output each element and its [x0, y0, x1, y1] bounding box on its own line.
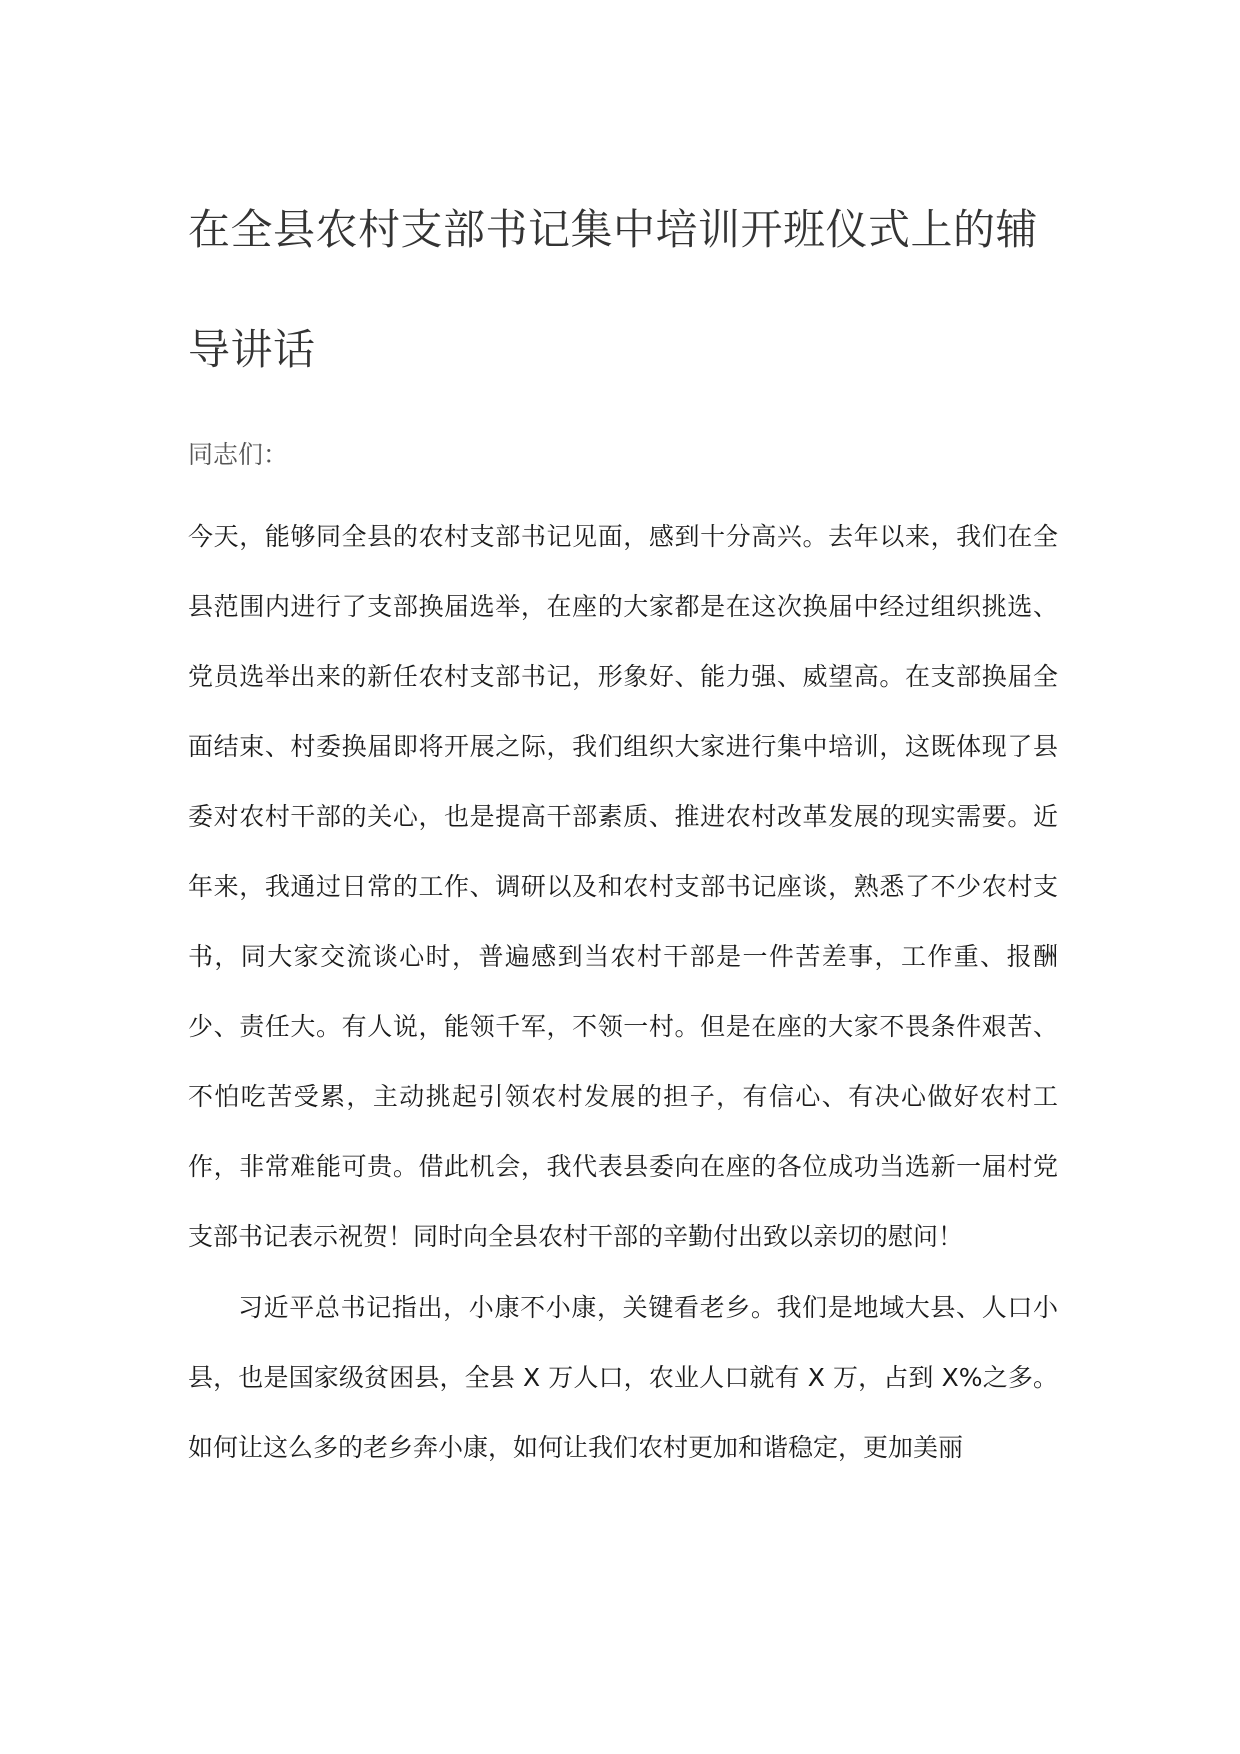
salutation: 同志们：: [188, 440, 289, 469]
document-title: 在全县农村支部书记集中培训开班仪式上的辅导讲话: [188, 205, 1039, 374]
body-paragraph: 习近平总书记指出，小康不小康，关键看老乡。我们是地域大县、人口小县，也是国家级贫困县，全县 X 万人口，农业人口就有 X 万，占到 X%之多。如何让这么多的老乡奔小康，如何让我们农村更加和谐稳定，更加美丽: [188, 1293, 1058, 1462]
body-paragraph: 今天，能够同全县的农村支部书记见面，感到十分高兴。去年以来，我们在全县范围内进行了支部换届选举，在座的大家都是在这次换届中经过组织挑选、党员选举出来的新任农村支部书记，形象好、能力强、威望高。在支部换届全面结束、村委换届即将开展之际，我们组织大家进行集中培训，这既体现了县委对农村干部的关心，也是提高干部素质、推进农村改革发展的现实需要。近年来，我通过日常的工作、调研以及和农村支部书记座谈，熟悉了不少农村支书，同大家交流谈心时，普遍感到当农村干部是一件苦差事，工作重、报酬少、责任大。有人说，能领千军，不领一村。但是在座的大家不畏条件艰苦、不怕吃苦受累，主动挑起引领农村发展的担子，有信心、有决心做好农村工作，非常难能可贵。借此机会，我代表县委向在座的各位成功当选新一届村党支部书记表示祝贺！同时向全县农村干部的辛勤付出致以亲切的慰问！: [188, 522, 1058, 1251]
document-page: [188, 170, 1058, 1483]
